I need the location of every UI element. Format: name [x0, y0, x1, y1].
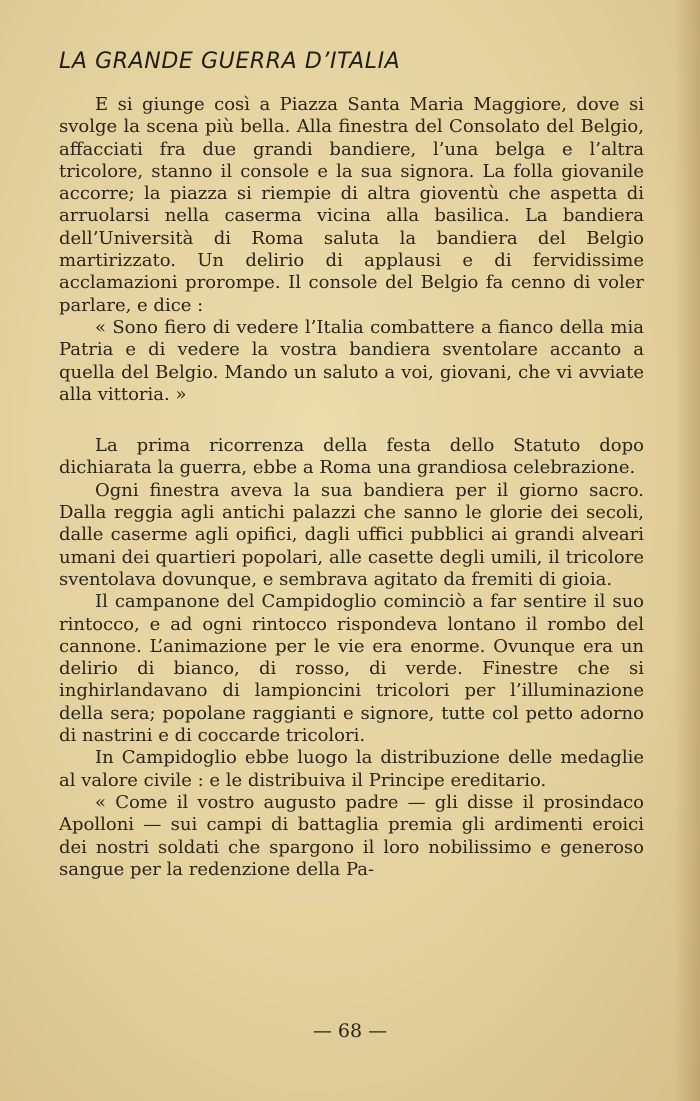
paragraph-prosindaco: « Come il vostro augusto padre — gli disse il prosindaco Apolloni — sui campi di battaglia premia gli ardimenti eroici dei nostri soldati che spargono il loro nobilissimo e generoso sangue per la redenzione della Pa-: [59, 791, 644, 880]
paragraph-medaglie: In Campidoglio ebbe luogo la distribuzione delle medaglie al valore civile : e le distribuiva il Principe ereditario.: [59, 747, 644, 791]
paragraph-consolato: E si giunge così a Piazza Santa Maria Maggiore, dove si svolge la scena più bella. Alla finestra del Consolato del Belgio, affacciati fra due grandi bandiere, l’una belga e l’altra tricolore, stanno il console e la sua signora. La folla giovanile accorre; la piazza si riempie di altra gioventù che aspetta di arruolarsi nella caserma vicina alla basilica. La bandiera dell’Università di Roma saluta la bandiera del Belgio martirizzato. Un delirio di applausi e di fervidissime acclamazioni prorompe. Il console del Belgio fa cenno di voler parlare, e dice :: [59, 94, 644, 316]
paragraph-bandiere: Ogni finestra aveva la sua bandiera per il giorno sacro. Dalla reggia agli antichi palazzi che sanno le glorie dei secoli, dalle caserme agli opifici, dagli uffici pubblici ai grandi alveari umani dei quartieri popolari, alle casette degli umili, il tricolore sventolava dovunque, e sembrava agitato da fremiti di gioia.: [59, 479, 644, 590]
running-head: LA GRANDE GUERRA D’ITALIA: [59, 49, 401, 74]
paragraph-statuto: La prima ricorrenza della festa dello Statuto dopo dichiarata la guerra, ebbe a Roma una grandiosa celebrazione.: [59, 435, 644, 479]
body-text: [59, 94, 644, 881]
paragraph-console-speech: « Sono fiero di vedere l’Italia combattere a fianco della mia Patria e di vedere la vostra bandiera sventolare accanto a quella del Belgio. Mando un saluto a voi, giovani, che vi avviate alla vittoria. »: [59, 316, 644, 405]
paragraph-campanone: Il campanone del Campidoglio cominciò a far sentire il suo rintocco, e ad ogni rintocco rispondeva lontano il rombo del cannone. L’animazione per le vie era enorme. Ovunque era un delirio di bianco, di rosso, di verde. Finestre che si inghirlandavano di lampioncini tricolori per l’illuminazione della sera; popolane raggianti e signore, tutte col petto adorno di nastrini e di coccarde tricolori.: [59, 591, 644, 747]
page-number: — 68 —: [312, 1020, 388, 1042]
